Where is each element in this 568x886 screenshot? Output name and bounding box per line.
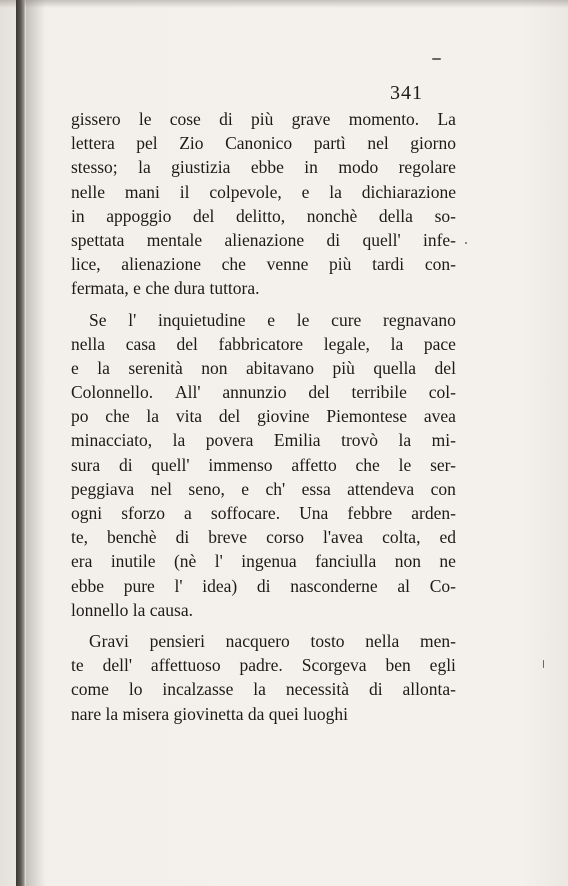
text-line: stesso; la giustizia ebbe in modo regolare: [71, 157, 456, 178]
text-line: gissero le cose di più grave momento. La: [71, 109, 456, 129]
text-line: spettata mentale alienazione di quell' infe-: [71, 229, 456, 250]
text-line: sura di quell' immenso affetto che le ser-: [71, 454, 456, 475]
text-line: era inutile (nè l' ingenua fanciulla non ne: [71, 551, 456, 572]
text-line: come lo incalzasse la necessità di allonta-: [71, 679, 456, 700]
paragraph: [71, 107, 456, 301]
text-line: minacciato, la povera Emilia trovò la mi-: [71, 430, 456, 451]
text-line: e la serenità non abitavano più quella del: [71, 357, 456, 378]
text-line: po che la vita del giovine Piemontese avea: [71, 406, 456, 427]
paragraph: [71, 308, 456, 622]
book-binding-edge: [16, 0, 26, 886]
binding-shadow: [26, 0, 46, 886]
text-line: ogni sforzo a soffocare. Una febbre arden-: [71, 503, 456, 523]
page-top-edge: [0, 0, 568, 8]
paper-speck: [543, 660, 544, 668]
text-line: nelle mani il colpevole, e la dichiarazione: [71, 181, 456, 202]
text-line: in appoggio del delitto, nonchè della so-: [71, 205, 456, 226]
page-number: 341: [390, 82, 423, 104]
text-line: Gravi pensieri nacquero tosto nella men-: [89, 630, 456, 651]
paper-speck: [432, 58, 441, 60]
paragraph: [71, 629, 456, 726]
text-line: Colonnello. All' annunzio del terribile col-: [71, 382, 456, 403]
paragraph-gap: [71, 622, 456, 629]
text-line: nare la misera giovinetta da quei luoghi: [71, 703, 348, 724]
text-line: te dell' affettuoso padre. Scorgeva ben egli: [71, 655, 456, 676]
text-line: peggiava nel seno, e ch' essa attendeva con: [71, 478, 456, 499]
text-line: nella casa del fabbricatore legale, la pace: [71, 333, 456, 354]
paper-speck: [465, 242, 467, 244]
body-text: [71, 107, 456, 726]
paragraph-gap: [71, 301, 456, 308]
text-line: fermata, e che dura tuttora.: [71, 278, 260, 299]
text-line: lettera pel Zio Canonico partì nel giorno: [71, 133, 456, 154]
text-line: ebbe pure l' idea) di nasconderne al Co-: [71, 575, 456, 596]
text-line: te, benchè di breve corso l'avea colta, ed: [71, 527, 456, 548]
text-line: Se l' inquietudine e le cure regnavano: [89, 309, 456, 330]
text-line: lonnello la causa.: [71, 599, 193, 620]
text-line: lice, alienazione che venne più tardi con-: [71, 254, 456, 275]
